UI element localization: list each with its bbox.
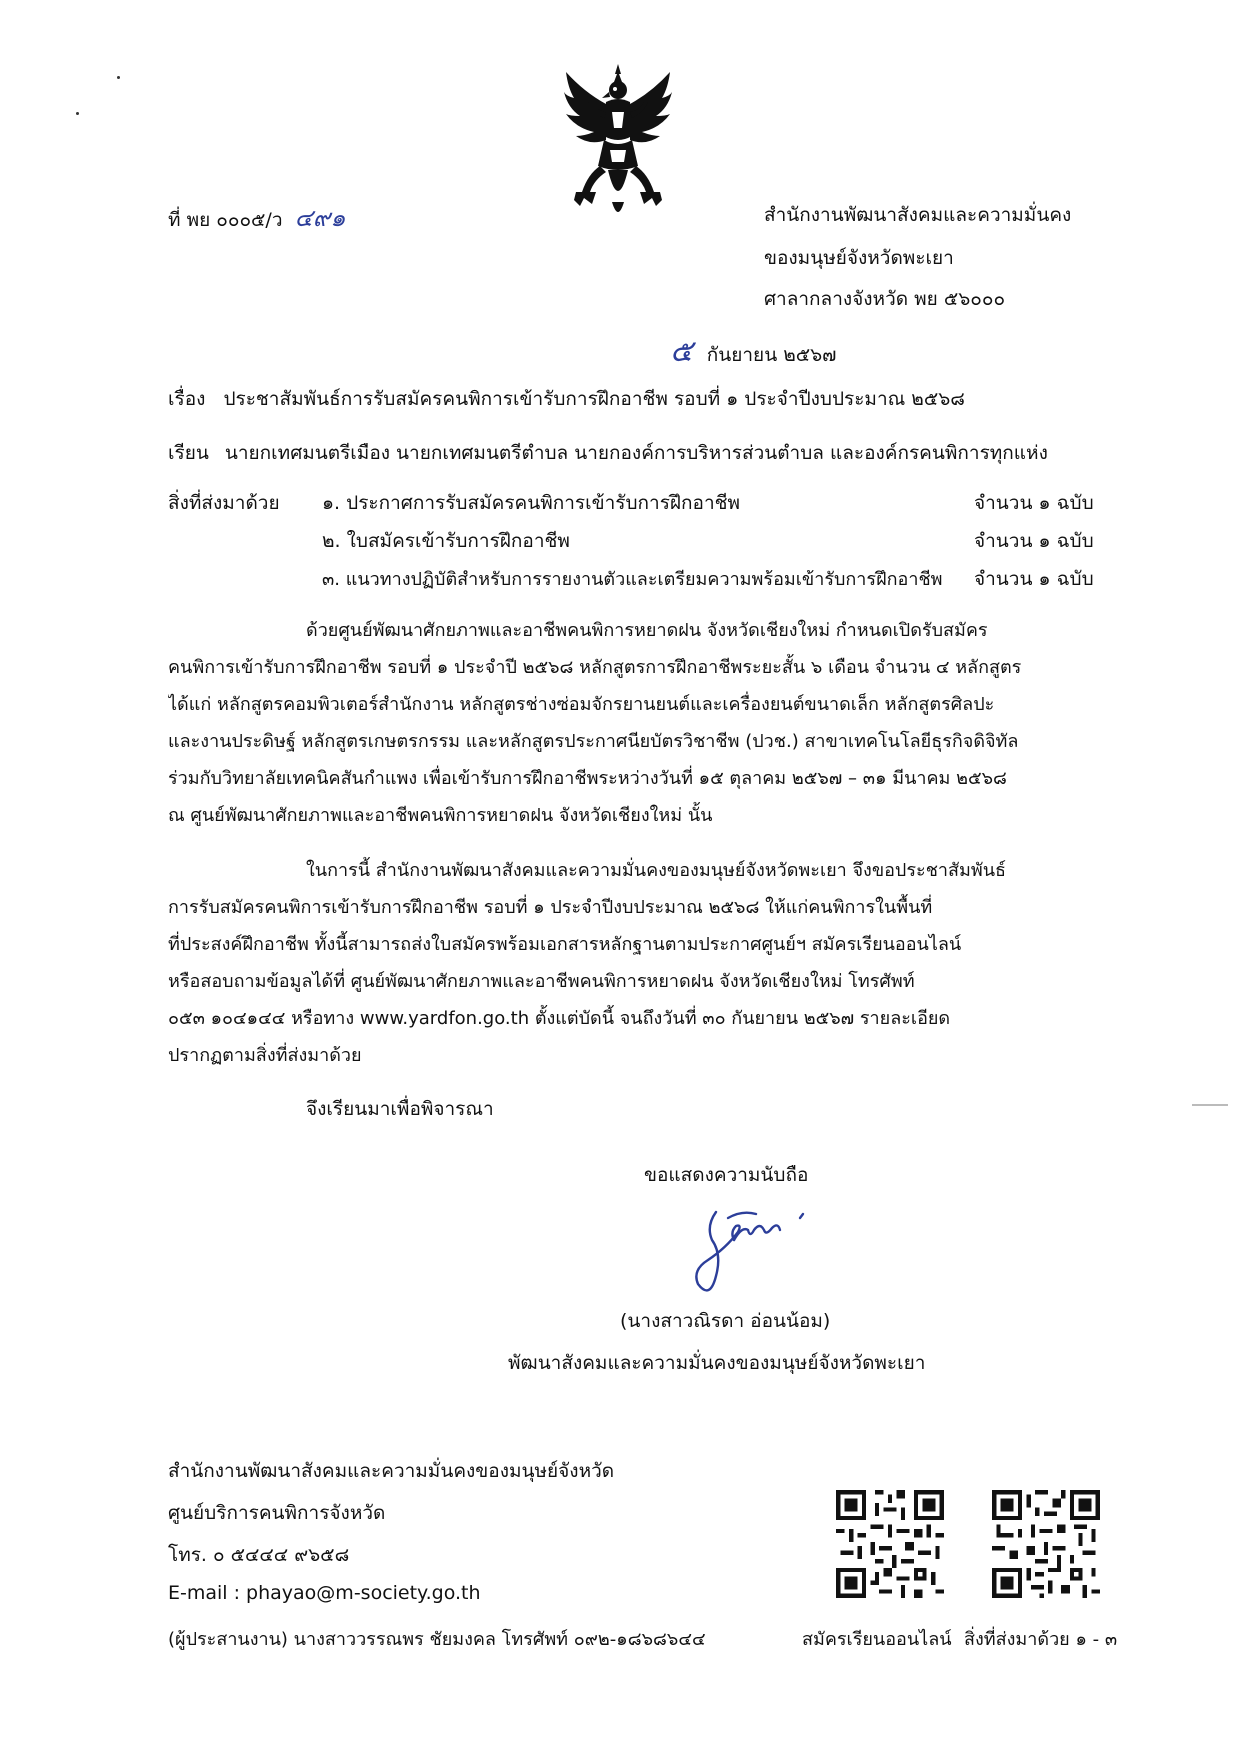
enclosure-item-3-quantity: จำนวน ๑ ฉบับ (974, 568, 1094, 590)
paragraph-1-line: และงานประดิษฐ์ หลักสูตรเกษตรกรรม และหลักสูตรประกาศนียบัตรวิชาชีพ (ปวช.) สาขาเทคโนโลยีธุรกิจดิจิทัล (168, 731, 1019, 752)
office-name-line-2: ของมนุษย์จังหวัดพะเยา (764, 247, 954, 269)
document-date (670, 328, 836, 375)
paragraph-2-line: ในการนี้ สำนักงานพัฒนาสังคมและความมั่นคงของมนุษย์จังหวัดพะเยา จึงขอประชาสัมพันธ์ (306, 860, 1007, 881)
salutation-line (168, 438, 1048, 468)
handwritten-reference-number: ๔๙๑ (294, 204, 346, 232)
signer-name: (นางสาวณิรดา อ่อนน้อม) (620, 1310, 831, 1332)
footer-email: E-mail : phayao@m-society.go.th (168, 1582, 481, 1604)
office-address-line: ศาลากลางจังหวัด พย ๕๖๐๐๐ (764, 288, 1006, 310)
paragraph-2-line: ๐๕๓ ๑๐๔๑๔๔ หรือทาง www.yardfon.go.th ตั้งแต่บัดนี้ จนถึงวันที่ ๓๐ กันยายน ๒๕๖๗ รายละเอียด (168, 1008, 951, 1029)
reference-number (168, 198, 346, 237)
date-month-year: กันยายน ๒๕๖๗ (706, 344, 837, 366)
paragraph-1-line: ร่วมกับวิทยาลัยเทคนิคสันกำแพง เพื่อเข้ารับการฝึกอาชีพระหว่างวันที่ ๑๕ ตุลาคม ๒๕๖๗ – ๓๑ มีนาคม ๒๕๖๘ (168, 768, 1007, 789)
paragraph-2-line: หรือสอบถามข้อมูลได้ที่ ศูนย์พัฒนาศักยภาพและอาชีพคนพิการหยาดฝน จังหวัดเชียงใหม่ โทรศัพท์ (168, 971, 915, 992)
footer-phone: โทร. ๐ ๕๔๔๔ ๙๖๕๘ (168, 1544, 350, 1566)
footer-service-center: ศูนย์บริการคนพิการจังหวัด (168, 1502, 386, 1524)
subject-line (168, 384, 965, 414)
paragraph-1-line: ด้วยศูนย์พัฒนาศักยภาพและอาชีพคนพิการหยาดฝน จังหวัดเชียงใหม่ กำหนดเปิดรับสมัคร (306, 620, 988, 641)
paragraph-2-line: การรับสมัครคนพิการเข้ารับการฝึกอาชีพ รอบที่ ๑ ประจำปีงบประมาณ ๒๕๖๘ ให้แก่คนพิการในพื้นที่ (168, 897, 933, 918)
qr-code-enclosures-icon[interactable] (992, 1490, 1100, 1598)
enclosure-item-3: ๓. แนวทางปฏิบัติสำหรับการรายงานตัวและเตรียมความพร้อมเข้ารับการฝึกอาชีพ (322, 569, 943, 590)
handwritten-date-day: ๕ (670, 334, 693, 369)
scan-speck (117, 76, 120, 79)
enclosure-item-1-quantity: จำนวน ๑ ฉบับ (974, 492, 1094, 514)
scan-speck (76, 112, 79, 115)
footer-office-name: สำนักงานพัฒนาสังคมและความมั่นคงของมนุษย์จังหวัด (168, 1460, 615, 1482)
salutation-label: เรียน (168, 442, 209, 464)
handwritten-signature (682, 1196, 812, 1306)
qr-code-online-application-icon[interactable] (836, 1490, 944, 1598)
body-paragraph-1 (168, 612, 1126, 834)
enclosure-item-2: ๒. ใบสมัครเข้ารับการฝึกอาชีพ (322, 530, 570, 552)
office-name-line-1: สำนักงานพัฒนาสังคมและความมั่นคง (764, 204, 1072, 226)
paragraph-1-line: ได้แก่ หลักสูตรคอมพิวเตอร์สำนักงาน หลักสูตรช่างซ่อมจักรยานยนต์และเครื่องยนต์ขนาดเล็ก หลักสูตรศิลปะ (168, 694, 995, 715)
footer-coordinator: (ผู้ประสานงาน) นางสาววรรณพร ชัยมงคล โทรศัพท์ ๐๙๒-๑๘๖๘๖๔๔ (168, 1629, 706, 1650)
signer-position: พัฒนาสังคมและความมั่นคงของมนุษย์จังหวัดพะเยา (508, 1352, 926, 1374)
paragraph-2-line: ที่ประสงค์ฝึกอาชีพ ทั้งนี้สามารถส่งใบสมัครพร้อมเอกสารหลักฐานตามประกาศศูนย์ฯ สมัครเรียนออนไลน์ (168, 934, 962, 955)
enclosure-item-2-quantity: จำนวน ๑ ฉบับ (974, 530, 1094, 552)
paragraph-2-line: ปรากฏตามสิ่งที่ส่งมาด้วย (168, 1045, 362, 1066)
reference-prefix: ที่ พย ๐๐๐๕/ว (168, 209, 283, 231)
enclosure-item-1: ๑. ประกาศการรับสมัครคนพิการเข้ารับการฝึกอาชีพ (322, 492, 741, 514)
qr-label-enclosures: สิ่งที่ส่งมาด้วย ๑ - ๓ (964, 1629, 1118, 1650)
regards-text: ขอแสดงความนับถือ (644, 1164, 809, 1186)
paragraph-1-line: คนพิการเข้ารับการฝึกอาชีพ รอบที่ ๑ ประจำปี ๒๕๖๘ หลักสูตรการฝึกอาชีพระยะสั้น ๖ เดือน จำนวน ๔ หลักสูตร (168, 657, 1022, 678)
body-paragraph-2 (168, 852, 1126, 1074)
salutation-text: นายกเทศมนตรีเมือง นายกเทศมนตรีตำบล นายกองค์การบริหารส่วนตำบล และองค์กรคนพิการทุกแห่ง (224, 442, 1048, 464)
garuda-emblem-icon (562, 62, 674, 224)
enclosures-label: สิ่งที่ส่งมาด้วย (168, 492, 280, 514)
subject-label: เรื่อง (168, 388, 206, 410)
paragraph-1-line: ณ ศูนย์พัฒนาศักยภาพและอาชีพคนพิการหยาดฝน จังหวัดเชียงใหม่ นั้น (168, 805, 713, 826)
closing-request: จึงเรียนมาเพื่อพิจารณา (306, 1098, 494, 1120)
subject-text: ประชาสัมพันธ์การรับสมัครคนพิการเข้ารับการฝึกอาชีพ รอบที่ ๑ ประจำปีงบประมาณ ๒๕๖๘ (223, 388, 965, 410)
qr-label-online-application: สมัครเรียนออนไลน์ (802, 1629, 952, 1650)
scan-mark (1192, 1104, 1228, 1106)
